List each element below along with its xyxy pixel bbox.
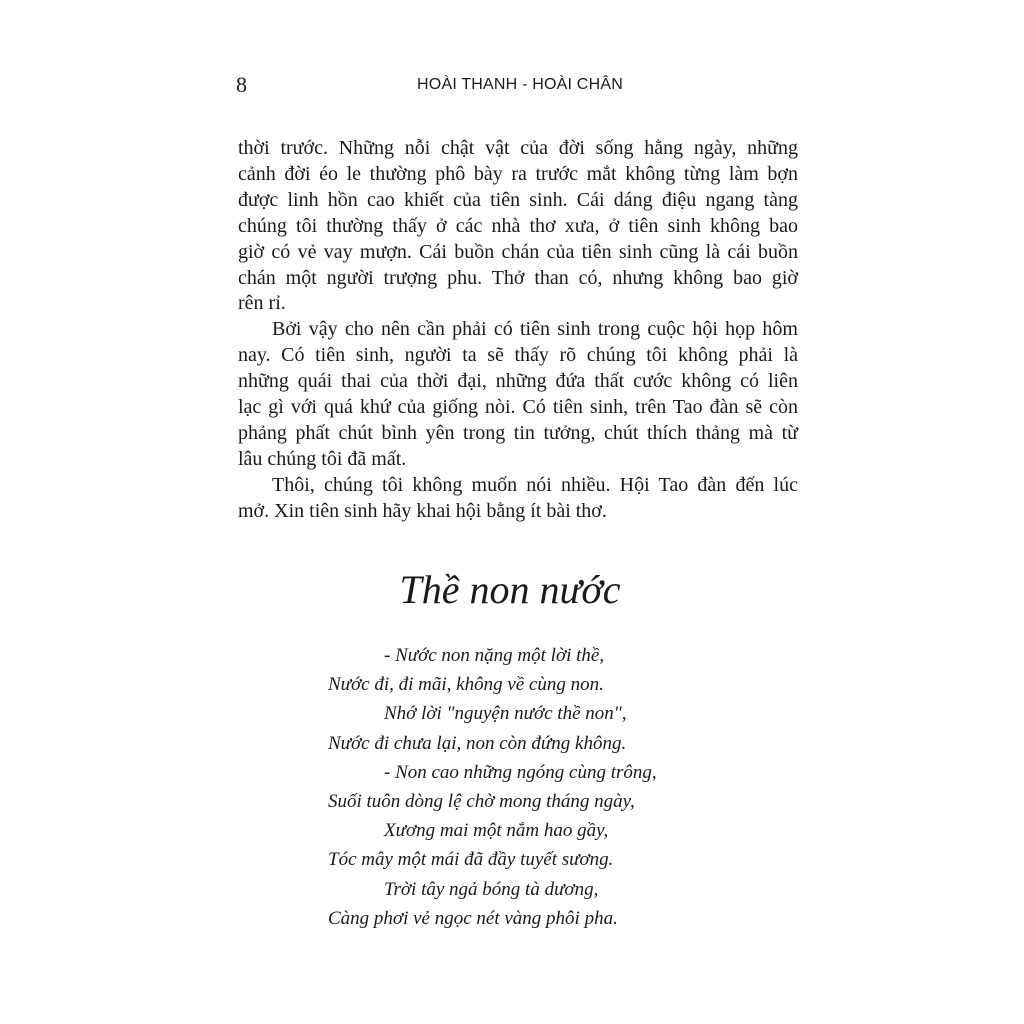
poem-line: Tóc mây một mái đã đầy tuyết sương. — [328, 849, 614, 871]
prose-line: cảnh đời éo le thường phô bày ra trước mắt không từng làm bợn — [238, 162, 798, 185]
prose-line: rên rỉ. — [238, 292, 286, 315]
poem-line: Trời tây ngả bóng tà dương, — [384, 878, 599, 900]
prose-line: chán một người trượng phu. Thở than có, nhưng không bao giờ — [238, 266, 798, 289]
poem-line: Nước đi, đi mãi, không về cùng non. — [328, 674, 604, 696]
paragraph-2 — [238, 317, 798, 472]
poem-line: Càng phơi vẻ ngọc nét vàng phôi pha. — [328, 907, 618, 929]
poem-line: Nước đi chưa lại, non còn đứng không. — [328, 732, 627, 754]
prose-line: những quái thai của thời đại, những đứa thất cước không có liên — [238, 370, 798, 393]
prose-line: giờ có vẻ vay mượn. Cái buồn chán của tiên sinh cũng là cái buồn — [238, 240, 798, 263]
prose-line: chúng tôi thường thấy ở các nhà thơ xưa, ở tiên sinh không bao — [238, 214, 798, 237]
page-number: 8 — [236, 72, 247, 97]
poem-line: Nhớ lời "nguyện nước thề non", — [384, 703, 627, 725]
paragraph-1 — [238, 136, 798, 317]
poem-line: - Non cao những ngóng cùng trông, — [384, 761, 657, 783]
poem-title: Thề non nước — [399, 567, 621, 612]
prose-line: lâu chúng tôi đã mất. — [238, 447, 407, 470]
prose-line: Thôi, chúng tôi không muốn nói nhiều. Hội Tao đàn đến lúc — [272, 473, 798, 496]
poem-body — [328, 641, 688, 933]
poem-line: Suối tuôn dòng lệ chờ mong tháng ngày, — [328, 791, 635, 813]
prose-line: lạc gì với quá khứ của giống nòi. Có tiên sinh, trên Tao đàn sẽ còn — [238, 396, 798, 419]
prose-line: phảng phất chút bình yên trong tin tưởng, chút thích thảng mà từ — [238, 421, 798, 444]
poem-line: - Nước non nặng một lời thề, — [384, 645, 605, 666]
prose-line: thời trước. Những nỗi chật vật của đời sống hằng ngày, những — [238, 137, 798, 159]
poem-line: Xương mai một nắm hao gầy, — [384, 820, 609, 842]
prose-body — [238, 136, 798, 525]
prose-line: nay. Có tiên sinh, người ta sẽ thấy rõ chúng tôi không phải là — [238, 344, 798, 367]
prose-line: mở. Xin tiên sinh hãy khai hội bằng ít bài thơ. — [238, 499, 607, 522]
paragraph-3 — [238, 473, 798, 525]
running-head: HOÀI THANH - HOÀI CHÂN — [417, 76, 623, 93]
prose-line: được linh hồn cao khiết của tiên sinh. Cái dáng điệu ngang tàng — [238, 188, 798, 211]
prose-line: Bởi vậy cho nên cần phải có tiên sinh trong cuộc hội họp hôm — [272, 318, 798, 341]
